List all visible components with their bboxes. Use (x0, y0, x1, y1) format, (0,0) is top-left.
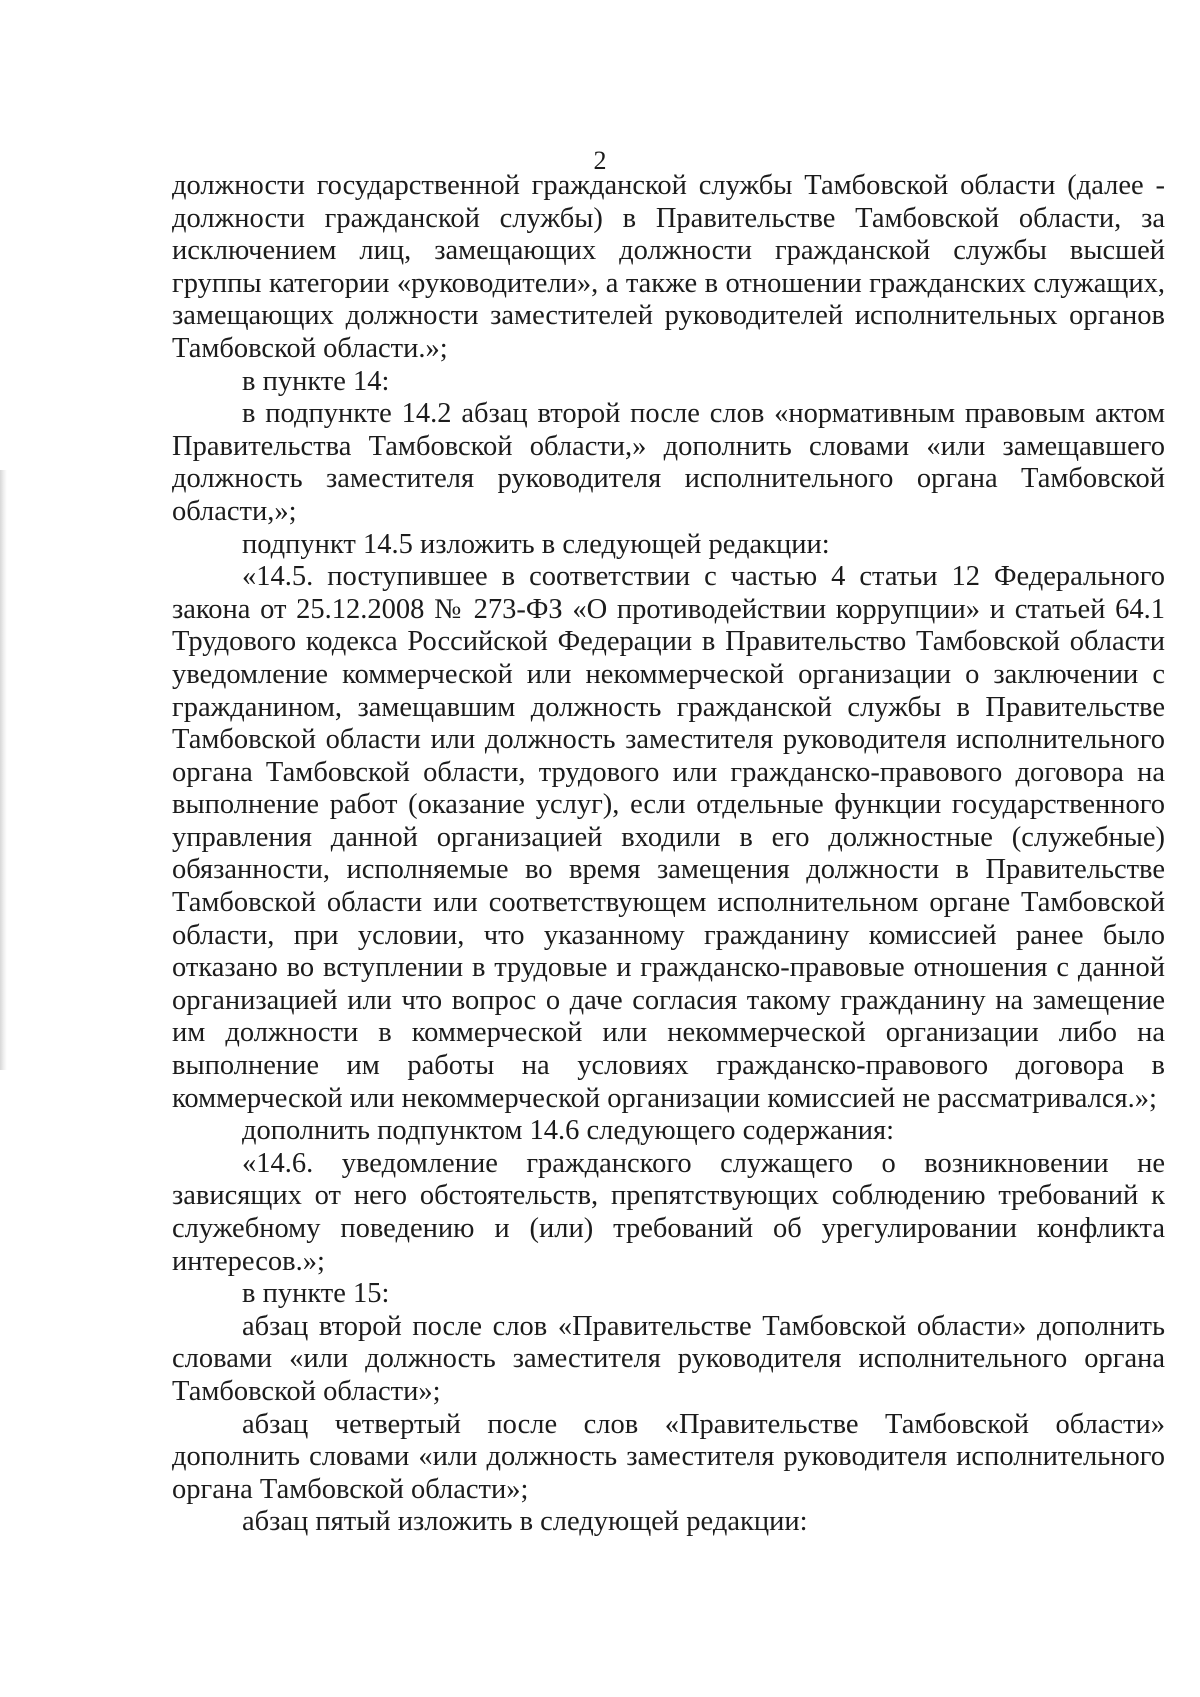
paragraph: абзац четвертый после слов «Правительстве Тамбовской области» дополнить словами «или должность заместителя руководителя исполнительного органа Тамбовской области»; (172, 1408, 1165, 1505)
page-number: 2 (593, 146, 607, 175)
paragraph: «14.5. поступившее в соответствии с частью 4 статьи 12 Федерального закона от 25.12.2008 № 273-ФЗ «О противодействии коррупции» и статьей 64.1 Трудового кодекса Российской Федерации в Правительство Тамбовской области уведомление коммерческой или некоммерческой организации о заключении с гражданином, замещавшим должность гражданской службы в Правительстве Тамбовской области или должность заместителя руководителя исполнительного органа Тамбовской области, трудового или гражданско-правового договора на выполнение работ (оказание услуг), если отдельные функции государственного управления данной организацией входили в его должностные (служебные) обязанности, исполняемые во время замещения должности в Правительстве Тамбовской области или соответствующем исполнительном органе Тамбовской области, при условии, что указанному гражданину комиссией ранее было отказано во вступлении в трудовые и гражданско-правовые отношения с данной организацией или что вопрос о даче согласия такому гражданину на замещение им должности в коммерческой или некоммерческой организации либо на выполнение им работы на условиях гражданско-правового договора в коммерческой или некоммерческой организации комиссией не рассматривался.»; (172, 561, 1165, 1114)
paragraph: «14.6. уведомление гражданского служащего о возникновении не зависящих от него обстоятельств, препятствующих соблюдению требований к служебному поведению и (или) требований об урегулировании конфликта интересов.»; (172, 1147, 1165, 1277)
paragraph: дополнить подпунктом 14.6 следующего содержания: (242, 1115, 895, 1147)
paragraph: подпункт 14.5 изложить в следующей редакции: (242, 528, 830, 560)
paragraph: абзац пятый изложить в следующей редакции: (242, 1506, 808, 1538)
scan-edge-shadow (0, 470, 7, 1070)
paragraph: должности государственной гражданской службы Тамбовской области (далее - должности гражданской службы) в Правительстве Тамбовской области, за исключением лиц, замещающих должности гражданской службы высшей группы категории «руководители», а также в отношении гражданских служащих, замещающих должности заместителей руководителей исполнительных органов Тамбовской области.»; (172, 170, 1165, 364)
paragraph: абзац второй после слов «Правительстве Тамбовской области» дополнить словами «или должность заместителя руководителя исполнительного органа Тамбовской области»; (172, 1310, 1165, 1407)
paragraph: в подпункте 14.2 абзац второй после слов «нормативным правовым актом Правительства Тамбовской области,» дополнить словами «или замещавшего должность заместителя руководителя исполнительного органа Тамбовской области,»; (172, 398, 1165, 527)
paragraph: в пункте 15: (242, 1278, 390, 1310)
document-body (172, 170, 1165, 1539)
paragraph: в пункте 14: (242, 365, 390, 397)
